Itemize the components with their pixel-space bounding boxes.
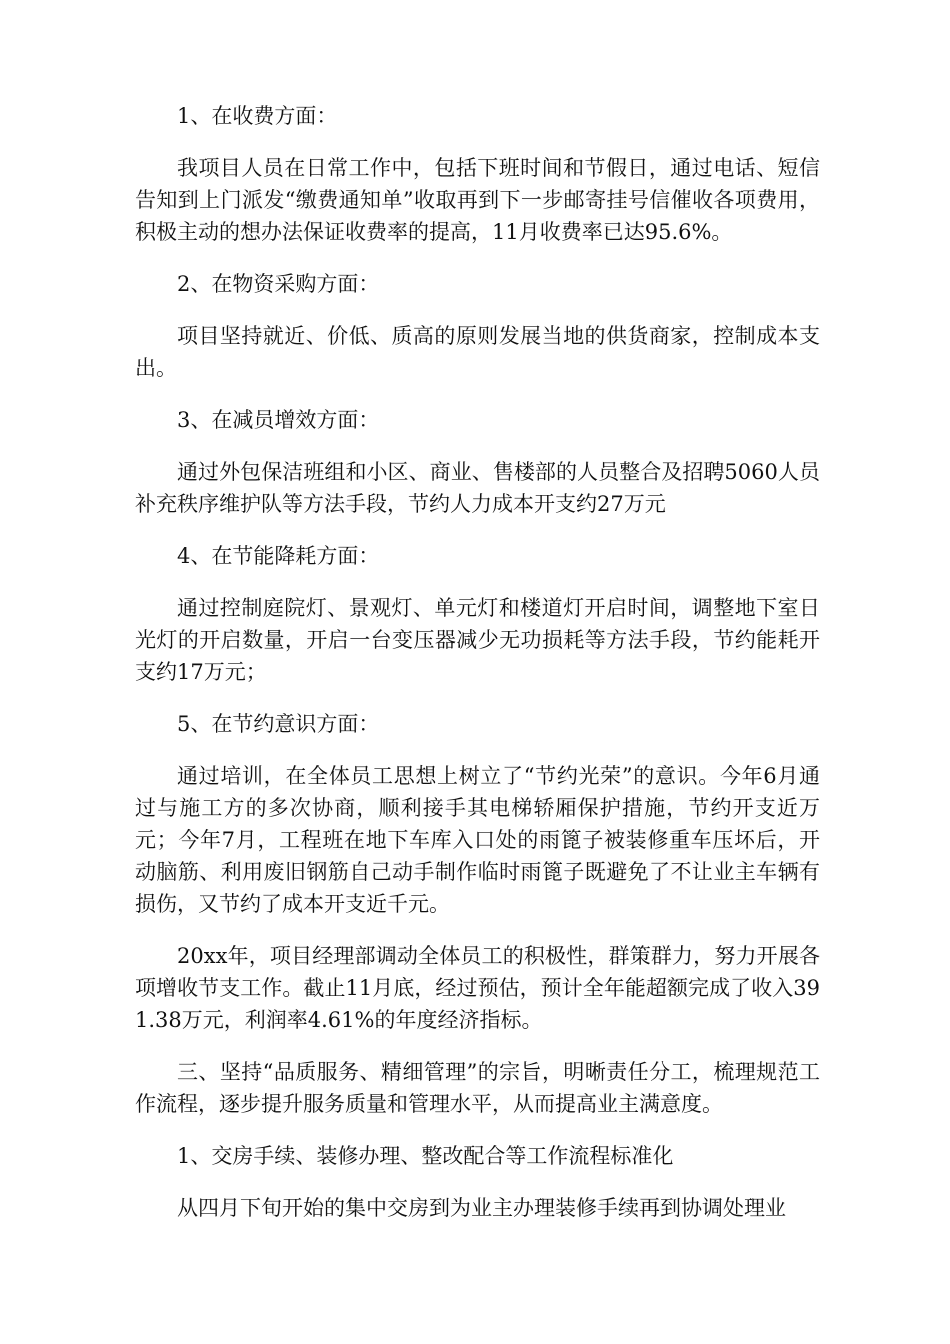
- section-heading-procurement: 2、在物资采购方面：: [177, 272, 380, 296]
- paragraph-procurement: 项目坚持就近、价低、质高的原则发展当地的供货商家，控制成本支出。: [135, 324, 820, 380]
- section-heading-standardization: 1、交房手续、装修办理、整改配合等工作流程标准化: [177, 1144, 674, 1168]
- paragraph-awareness: 通过培训，在全体员工思想上树立了“节约光荣”的意识。今年6月通过与施工方的多次协商，顺利接手其电梯轿厢保护措施，节约开支近万元；今年7月，工程班在地下车库入口处的雨篦子被装修重车压坏后，开动脑筋、利用废旧钢筋自己动手制作临时雨篦子既避免了不让业主车辆有损伤，又节约了成本开支近千元。: [135, 764, 820, 916]
- paragraph-energy: 通过控制庭院灯、景观灯、单元灯和楼道灯开启时间，调整地下室日光灯的开启数量，开启一台变压器减少无功损耗等方法手段，节约能耗开支约17万元；: [135, 596, 820, 684]
- section-heading-staffing: 3、在减员增效方面：: [177, 408, 380, 432]
- paragraph-fees: 我项目人员在日常工作中，包括下班时间和节假日，通过电话、短信告知到上门派发“缴费通知单”收取再到下一步邮寄挂号信催收各项费用，积极主动的想办法保证收费率的提高，11月收费率已达95.6%。: [135, 156, 820, 244]
- section-heading-energy: 4、在节能降耗方面：: [177, 544, 380, 568]
- paragraph-staffing: 通过外包保洁班组和小区、商业、售楼部的人员整合及招聘5060人员补充秩序维护队等方法手段，节约人力成本开支约27万元: [135, 460, 820, 516]
- paragraph-annual-summary: 20xx年，项目经理部调动全体员工的积极性，群策群力，努力开展各项增收节支工作。截止11月底，经过预估，预计全年能超额完成了收入391.38万元，利润率4.61%的年度经济指标。: [135, 944, 820, 1032]
- paragraph-section-three: 三、坚持“品质服务、精细管理”的宗旨，明晰责任分工，梳理规范工作流程，逐步提升服务质量和管理水平，从而提高业主满意度。: [135, 1060, 820, 1116]
- section-heading-awareness: 5、在节约意识方面：: [177, 712, 380, 736]
- section-heading-fees: 1、在收费方面：: [177, 104, 338, 128]
- paragraph-handover: 从四月下旬开始的集中交房到为业主办理装修手续再到协调处理业: [177, 1196, 786, 1220]
